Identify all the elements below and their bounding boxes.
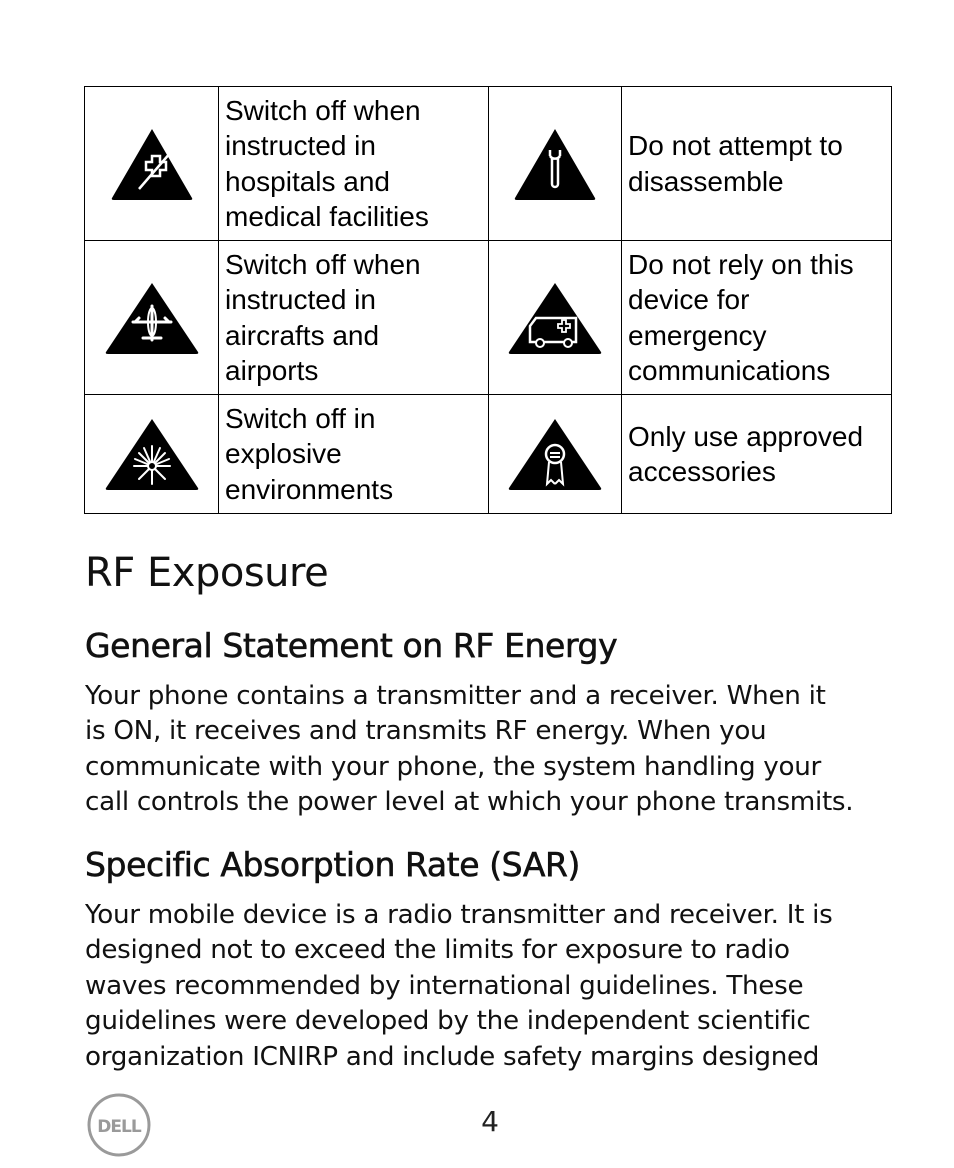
safety-warnings-table xyxy=(84,86,892,514)
warning-text: Switch off when instructed in hospitals and medical facilities xyxy=(219,87,489,241)
table-row xyxy=(85,395,892,514)
icon-cell xyxy=(489,87,622,241)
paragraph-line: is ON, it receives and transmits RF energy. When you xyxy=(85,716,767,747)
paragraph-line: designed not to exceed the limits for exposure to radio xyxy=(85,935,790,966)
no-medical-icon xyxy=(109,126,195,202)
paragraph-line: waves recommended by international guidelines. These xyxy=(85,970,804,1001)
svg-text:DELL: DELL xyxy=(97,1117,141,1137)
ambulance-icon xyxy=(506,280,604,356)
dell-logo xyxy=(85,1092,153,1158)
paragraph-line: communicate with your phone, the system handling your xyxy=(85,751,821,782)
table-row xyxy=(85,87,892,241)
page-number: 4 xyxy=(481,1105,499,1138)
icon-cell xyxy=(489,395,622,514)
airplane-icon xyxy=(103,280,201,356)
paragraph-line: call controls the power level at which your phone transmits. xyxy=(85,787,854,818)
paragraph xyxy=(85,898,885,1075)
icon-cell xyxy=(85,241,219,395)
award-badge-icon xyxy=(506,416,604,492)
warning-text: Switch off in explosive environments xyxy=(219,395,489,514)
paragraph-line: Your mobile device is a radio transmitter and receiver. It is xyxy=(85,900,833,930)
warning-text: Do not rely on this device for emergency communications xyxy=(622,241,892,395)
paragraph-line: Your phone contains a transmitter and a receiver. When it xyxy=(85,681,826,711)
icon-cell xyxy=(85,87,219,241)
warning-text: Only use approved accessories xyxy=(622,395,892,514)
wrench-icon xyxy=(512,126,598,202)
paragraph-line: organization ICNIRP and include safety margins designed xyxy=(85,1041,820,1072)
warning-text: Switch off when instructed in aircrafts and airports xyxy=(219,241,489,395)
paragraph xyxy=(85,679,885,821)
section-title: RF Exposure xyxy=(85,550,329,596)
paragraph-line: guidelines were developed by the independent scientific xyxy=(85,1006,811,1037)
icon-cell xyxy=(85,395,219,514)
icon-cell xyxy=(489,241,622,395)
table-row xyxy=(85,241,892,395)
warning-text: Do not attempt to disassemble xyxy=(622,87,892,241)
explosion-icon xyxy=(103,416,201,492)
subsection-title: General Statement on RF Energy xyxy=(85,626,618,665)
subsection-title: Specific Absorption Rate (SAR) xyxy=(85,845,581,884)
